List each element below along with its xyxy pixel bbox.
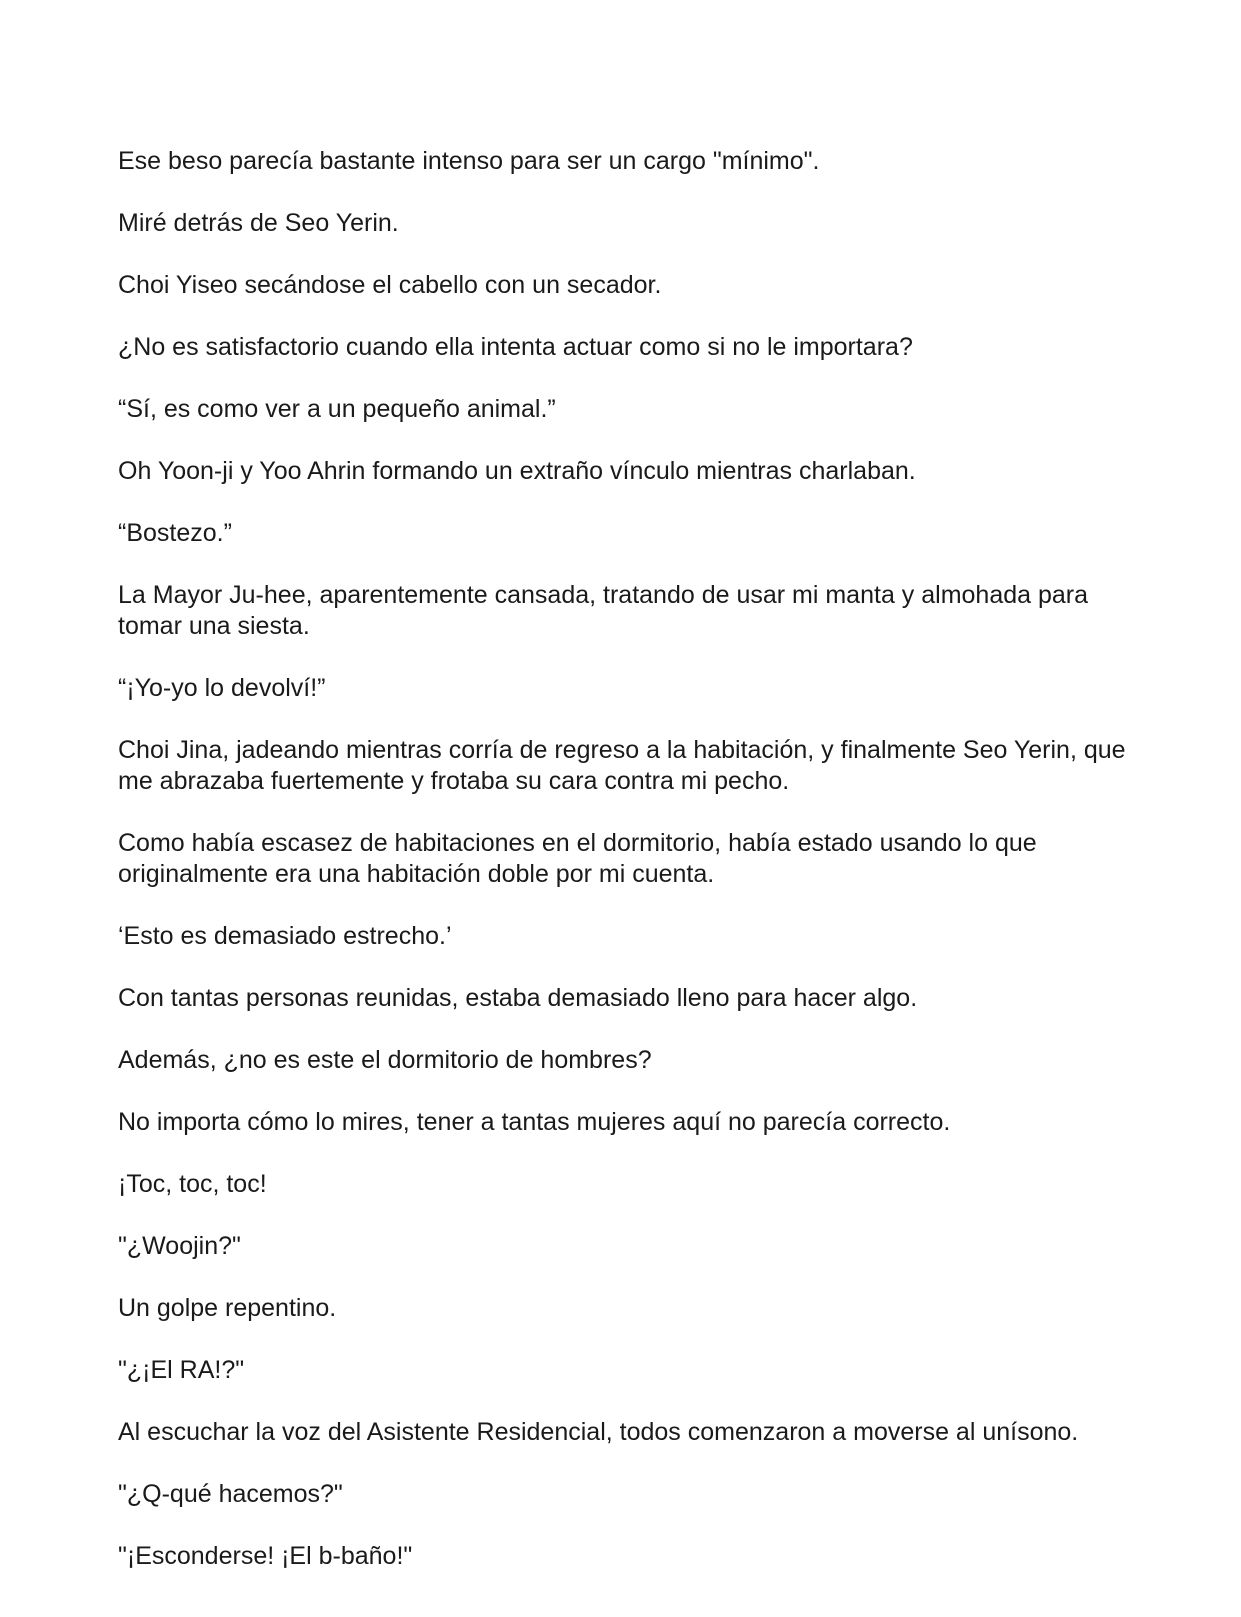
- paragraph: ¡Toc, toc, toc!: [118, 1170, 267, 1198]
- paragraph: “Bostezo.”: [118, 519, 232, 547]
- paragraph: No importa cómo lo mires, tener a tantas mujeres aquí no parecía correcto.: [118, 1108, 951, 1136]
- paragraph: "¿Woojin?": [118, 1232, 241, 1260]
- document-body: [118, 146, 1128, 1603]
- paragraph: La Mayor Ju-hee, aparentemente cansada, tratando de usar mi manta y almohada para tomar una siesta.: [118, 581, 1089, 640]
- paragraph: “¡Yo-yo lo devolví!”: [118, 674, 326, 702]
- paragraph: ¿No es satisfactorio cuando ella intenta actuar como si no le importara?: [118, 333, 913, 361]
- paragraph: Un golpe repentino.: [118, 1294, 337, 1322]
- paragraph: Como había escasez de habitaciones en el dormitorio, había estado usando lo que originalmente era una habitación doble por mi cuenta.: [118, 829, 1037, 888]
- paragraph: Al escuchar la voz del Asistente Residencial, todos comenzaron a moverse al unísono.: [118, 1418, 1079, 1446]
- paragraph: Choi Yiseo secándose el cabello con un secador.: [118, 271, 662, 299]
- paragraph: Con tantas personas reunidas, estaba demasiado lleno para hacer algo.: [118, 984, 918, 1012]
- paragraph: ‘Esto es demasiado estrecho.’: [118, 922, 452, 950]
- paragraph: Además, ¿no es este el dormitorio de hombres?: [118, 1046, 652, 1074]
- paragraph: Ese beso parecía bastante intenso para ser un cargo "mínimo".: [118, 147, 820, 175]
- paragraph: "¡Esconderse! ¡El b-baño!": [118, 1542, 413, 1570]
- paragraph: “Sí, es como ver a un pequeño animal.”: [118, 395, 556, 423]
- paragraph: Oh Yoon-ji y Yoo Ahrin formando un extraño vínculo mientras charlaban.: [118, 457, 916, 485]
- paragraph: Miré detrás de Seo Yerin.: [118, 209, 399, 237]
- paragraph: "¿¡El RA!?": [118, 1356, 245, 1384]
- paragraph: "¿Q-qué hacemos?": [118, 1480, 343, 1508]
- paragraph: Choi Jina, jadeando mientras corría de regreso a la habitación, y finalmente Seo Yerin, que me abrazaba fuertemente y frotaba su cara contra mi pecho.: [118, 736, 1126, 795]
